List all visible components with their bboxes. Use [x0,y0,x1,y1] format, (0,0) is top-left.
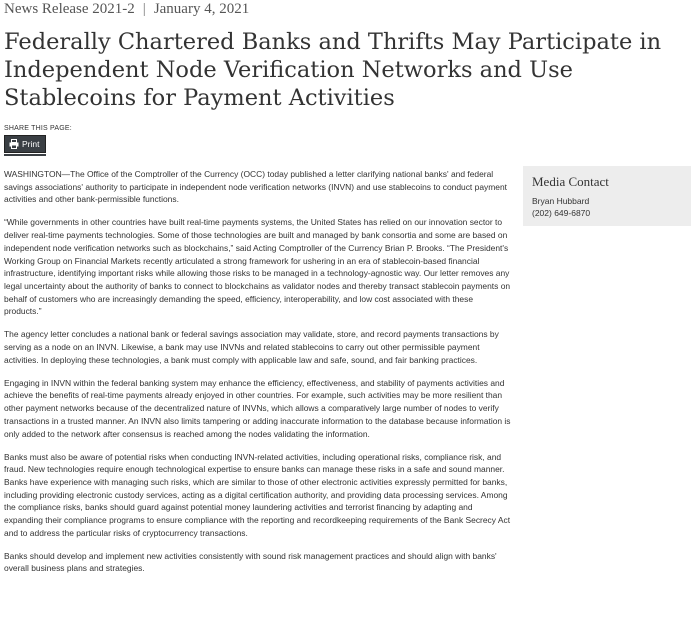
paragraph-benefits: Engaging in INVN within the federal banking system may enhance the efficiency, effectiveness, and stability of payments activities and achieve the benefits of real-time payments already enjoyed in other countries. For example, such activities may be more resilient than other payment networks because of the decentralized nature of INVNs, which allows a comparatively large number of nodes to verify transactions in a trusted manner. An INVN also limits tampering or adding inaccurate information to the database because information is only added to the network after consensus is reached among the nodes validating the information. [4,377,511,439]
release-number: News Release 2021-2 [4,1,135,17]
media-contact-name: Bryan Hubbard [532,196,590,206]
print-label: Print [22,139,40,149]
printer-icon [9,139,19,149]
paragraph-practices: Banks should develop and implement new activities consistently with sound risk management practices and should align with banks' overall business plans and strategies. [4,550,497,574]
media-contact-phone: (202) 649-6870 [532,208,591,218]
article-body [4,168,512,585]
media-contact-box [523,166,691,226]
share-label: SHARE THIS PAGE: [4,125,72,132]
page-title: Federally Chartered Banks and Thrifts May Participate in Independent Node Verification Networks and Use Stablecoins for Payment Activities [4,29,662,111]
paragraph-risks: Banks must also be aware of potential risks when conducting INVN-related activities, including operational risks, compliance risk, and fraud. New technologies require enough technological expertise to ensure banks can manage these risks in a safe and sound manner. Banks have experience with managing such risks, which are similar to those of other electronic activities expressly permitted for banks, including providing electronic custody services, acting as a digital certification authority, and providing data processing services. Among the compliance risks, banks should guard against potential money laundering activities and terrorist financing by adapting and expanding their compliance programs to ensure compliance with the reporting and recordkeeping requirements of the Bank Secrecy Act and to address the particular risks of cryptocurrency transactions. [4,451,511,538]
release-date: January 4, 2021 [153,1,250,17]
paragraph-letter: The agency letter concludes a national bank or federal savings association may validate, store, and record payments transactions by serving as a node on an INVN. Likewise, a bank may use INVNs and related stablecoins to carry out other permissible payment activities. In deploying these technologies, a bank must comply with applicable law and safe, sound, and fair banking practices. [4,329,499,365]
print-button-underline [4,154,46,156]
release-header [4,1,249,18]
paragraph-intro: WASHINGTON—The Office of the Comptroller of the Currency (OCC) today published a letter clarifying national banks' and federal savings associations' authority to participate in independent node verification networks (INVN) and use stablecoins to conduct payment activities and other bank-permissible functions. [4,169,507,205]
media-contact-title: Media Contact [532,174,609,189]
header-separator: | [142,1,146,17]
print-button[interactable] [4,135,46,153]
paragraph-quote: “While governments in other countries have built real-time payments systems, the United States has relied on our innovation sector to deliver real-time payments technologies. Some of those technologies are built and managed by bank consortia and some are based on independent node verification networks such as blockchains,” said Acting Comptroller of the Currency Brian P. Brooks. “The President's Working Group on Financial Markets recently articulated a strong framework for ushering in an era of stablecoin-based financial infrastructure, identifying important risks while allowing those risks to be managed in a technology-agnostic way. Our letter removes any legal uncertainty about the authority of banks to connect to blockchains as validator nodes and thereby transact stablecoin payments on behalf of customers who are increasingly demanding the speed, efficiency, interoperability, and low cost associated with these products.” [4,217,511,317]
